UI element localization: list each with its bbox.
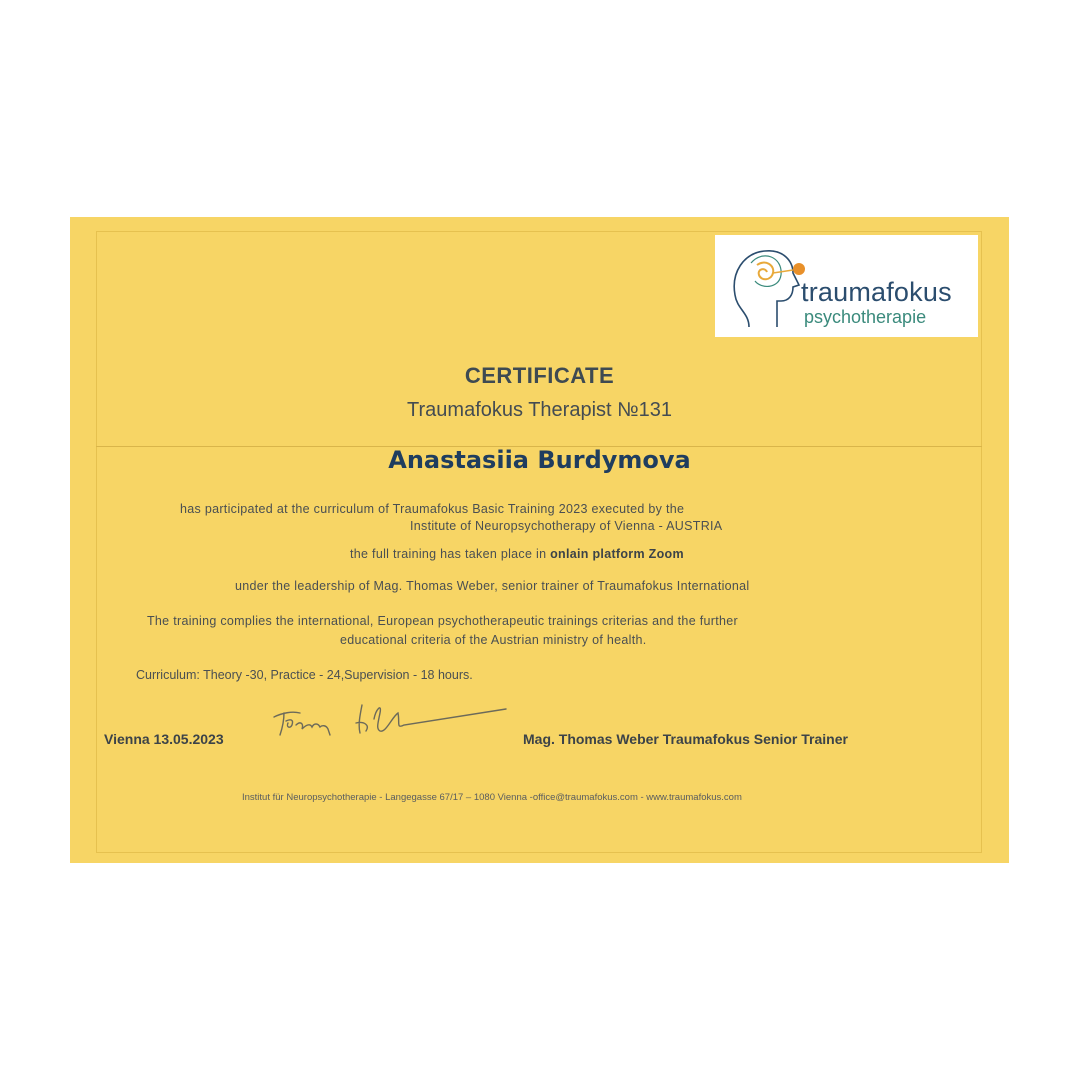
certificate-title: CERTIFICATE: [464, 363, 615, 388]
place-and-date: Vienna 13.05.2023: [104, 731, 224, 747]
recipient-name: Anastasiia Burdymova: [388, 446, 691, 474]
institute-line: Institute of Neuropsychotherapy of Vienna - AUSTRIA: [410, 519, 723, 533]
logo-subtitle: psychotherapie: [804, 307, 927, 327]
platform-name: onlain platform Zoom: [550, 547, 684, 561]
handwritten-signature: [270, 695, 510, 745]
signatory: Mag. Thomas Weber Traumafokus Senior Trainer: [523, 731, 848, 747]
leadership-line: under the leadership of Mag. Thomas Weber, senior trainer of Traumafokus International: [235, 579, 750, 593]
logo-wordmark: traumafokus: [801, 277, 952, 307]
compliance-line: The training complies the international, European psychotherapeutic trainings criterias and the further: [147, 614, 738, 628]
curriculum-hours: Curriculum: Theory -30, Practice - 24,Supervision - 18 hours.: [136, 668, 473, 682]
head-spiral-icon: [727, 243, 807, 329]
training-platform-line: [350, 547, 684, 561]
participation-line: has participated at the curriculum of Traumafokus Basic Training 2023 executed by the: [180, 502, 685, 516]
traumafokus-logo: [715, 235, 978, 337]
certificate-subtitle: Traumafokus Therapist №131: [407, 399, 672, 421]
certificate: [70, 217, 1009, 863]
compliance-line-2: educational criteria of the Austrian ministry of health.: [340, 633, 647, 647]
institute-footer: Institut für Neuropsychotherapie - Langegasse 67/17 – 1080 Vienna -office@traumafokus.com - www.traumafokus.com: [242, 792, 742, 803]
platform-prefix: the full training has taken place in: [350, 547, 551, 561]
